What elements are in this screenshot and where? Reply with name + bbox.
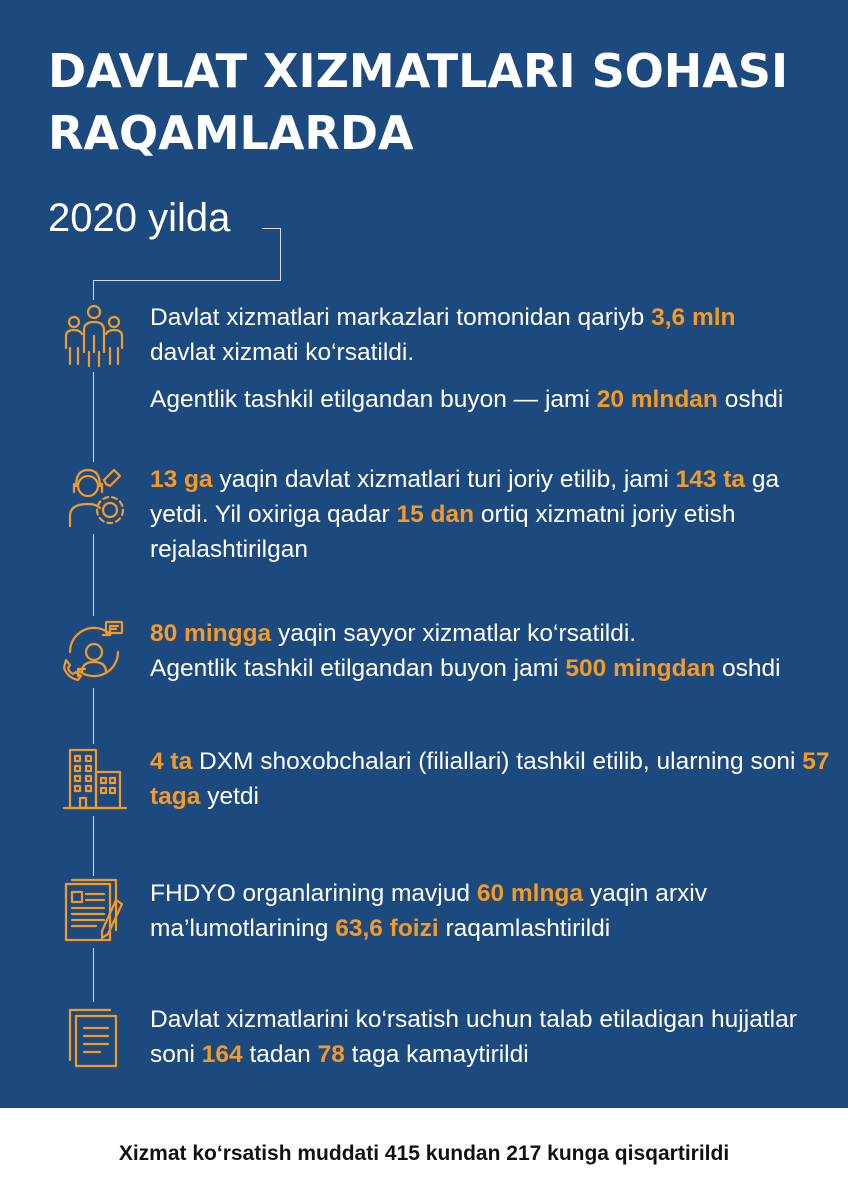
- highlight-value: 13 ga: [150, 466, 213, 493]
- stat-text: 4 ta DXM shoxobchalari (filiallari) tashkil etilib, ularning soni 57 taga yetdi: [150, 748, 830, 810]
- footer-note: Xizmat ko‘rsatish muddati 415 kundan 217 kunga qisqartirildi: [0, 1108, 848, 1200]
- stat-text: 13 ga yaqin davlat xizmatlari turi joriy etilib, jami 143 ta ga yetdi. Yil oxiriga qadar 15 dan ortiq xizmatni joriy etish rejalashtirilgan: [150, 466, 780, 563]
- highlight-value: 15 dan: [396, 501, 475, 528]
- highlight-value: 80 mingga: [150, 620, 272, 647]
- highlight-value: 143 ta: [675, 466, 746, 493]
- highlight-value: 164: [201, 1041, 243, 1068]
- stat-item-mobile-services: [150, 616, 830, 686]
- stat-item-archive: [150, 876, 830, 946]
- building-icon: [58, 744, 130, 816]
- stat-item-service-types: [150, 462, 830, 567]
- connector-line: [280, 228, 281, 280]
- stat-text: 80 mingga yaqin sayyor xizmatlar ko‘rsatildi. Agentlik tashkil etilgandan buyon jami 500 mingdan oshdi: [150, 620, 781, 682]
- documents-stack-icon: [58, 1002, 130, 1074]
- people-group-icon: [58, 300, 130, 372]
- highlight-value: 20 mlndan: [596, 386, 718, 413]
- highlight-value: 63,6 foizi: [335, 915, 439, 942]
- highlight-value: 3,6 mln: [651, 304, 736, 331]
- stat-text: Davlat xizmatlari markazlari tomonidan qariyb 3,6 mln davlat xizmati ko‘rsatildi.: [150, 304, 736, 366]
- stat-text: Davlat xizmatlarini ko‘rsatish uchun talab etiladigan hujjatlar soni 164 tadan 78 taga kamaytirildi: [150, 1006, 797, 1068]
- highlight-value: 57 taga: [150, 748, 830, 810]
- page-title: DAVLAT XIZMATLARI SOHASI RAQAMLARDA: [48, 44, 789, 160]
- stat-text: Agentlik tashkil etilgandan buyon — jami 20 mlndan oshdi: [150, 386, 784, 413]
- stat-item-documents: [150, 1002, 830, 1072]
- highlight-value: 4 ta: [150, 748, 193, 775]
- operator-gear-icon: [58, 462, 130, 534]
- highlight-value: 78: [317, 1041, 345, 1068]
- connector-line: [262, 228, 280, 229]
- connector-line: [93, 280, 281, 281]
- document-pen-icon: [58, 876, 130, 948]
- highlight-value: 60 mlnga: [476, 880, 584, 907]
- mobile-service-icon: [58, 616, 130, 688]
- stat-item-service-centers: [150, 300, 830, 417]
- highlight-value: 500 mingdan: [565, 655, 716, 682]
- page-subtitle: 2020 yilda: [48, 196, 231, 240]
- stat-text: FHDYO organlarining mavjud 60 mlnga yaqin arxiv ma’lumotlarining 63,6 foizi raqamlashtirildi: [150, 880, 707, 942]
- stat-item-branches: [150, 744, 830, 814]
